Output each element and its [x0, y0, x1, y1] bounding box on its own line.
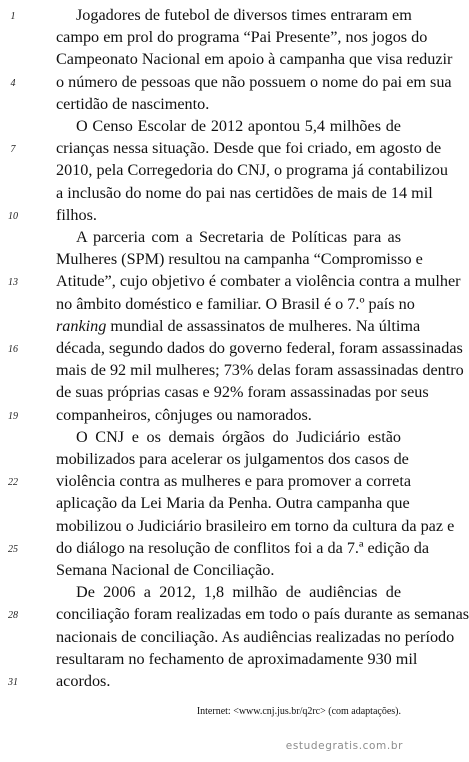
text-line-13: Atitude”, cujo objetivo é combater a violência contra a mulher [56, 272, 461, 291]
text-line-7: crianças nessa situação. Desde que foi criado, em agosto de [56, 139, 442, 158]
text-line-2: campo em prol do programa “Pai Presente”, nos jogos do [56, 28, 428, 47]
text-line-4: o número de pessoas que não possuem o nome do pai em sua [56, 72, 452, 91]
text-line-1: Jogadores de futebol de diversos times entraram em [76, 6, 412, 24]
text-line-27: De 2006 a 2012, 1,8 milhão de audiências de [76, 583, 401, 602]
watermark: estudegratis.com.br [285, 740, 403, 752]
line-number-4: 4 [10, 77, 16, 89]
line-number-1: 1 [10, 11, 16, 22]
text-line-21: mobilizados para acelerar os julgamentos dos casos de [56, 450, 409, 468]
text-line-30: resultaram no fechamento de aproximadamente 930 mil [56, 649, 418, 668]
text-line-29: nacionais de conciliação. As audiências realizadas no período [56, 627, 455, 646]
text-line-18: de suas próprias casas e 92% foram assassinadas por seus [56, 383, 429, 402]
text-line-8: 2010, pela Corregedoria do CNJ, o programa já contabilizou [56, 161, 448, 180]
text-line-14: no âmbito doméstico e familiar. O Brasil é o 7.º país no [56, 294, 415, 313]
text-line-31: acordos. [56, 672, 111, 690]
line-number-19: 19 [8, 410, 18, 422]
text-line-28: conciliação foram realizadas em todo o país durante as semanas [56, 605, 469, 624]
text-line-22: violência contra as mulheres e para promover a correta [56, 472, 412, 491]
source-citation: Internet: <www.cnj.jus.br/q2rc> (com adaptações). [196, 706, 401, 717]
text-line-11: A parceria com a Secretaria de Políticas para as [76, 228, 401, 246]
text-line-3: Campeonato Nacional em apoio à campanha que visa reduzir [56, 50, 453, 69]
line-number-28: 28 [8, 610, 18, 622]
line-number-22: 22 [8, 477, 18, 489]
line-number-13: 13 [8, 277, 18, 289]
text-line-23: aplicação da Lei Maria da Penha. Outra campanha que [56, 494, 410, 513]
text-line-5: certidão de nascimento. [56, 94, 210, 113]
line-number-16: 16 [8, 344, 18, 355]
line-number-31: 31 [8, 677, 18, 688]
text-line-15: ranking mundial de assassinatos de mulheres. Na última [56, 316, 421, 335]
text-line-20: O CNJ e os demais órgãos do Judiciário estão [76, 427, 401, 446]
text-line-9: a inclusão do nome do pai nas certidões de mais de 14 mil [56, 183, 433, 202]
text-line-16: década, segundo dados do governo federal, foram assassinadas [56, 339, 463, 357]
text-line-6: O Censo Escolar de 2012 apontou 5,4 milhões de [76, 117, 401, 135]
text-line-26: Semana Nacional de Conciliação. [56, 561, 275, 579]
line-number-10: 10 [8, 210, 18, 222]
text-line-12: Mulheres (SPM) resultou na campanha “Compromisso e [56, 250, 423, 269]
text-line-25: do diálogo na resolução de conflitos foi a da 7.ª edição da [56, 538, 430, 557]
text-line-19: companheiros, cônjuges ou namorados. [56, 405, 312, 424]
text-line-17: mais de 92 mil mulheres; 73% delas foram assassinadas dentro [56, 361, 464, 380]
text-line-24: mobilizou o Judiciário brasileiro em torno da cultura da paz e [56, 516, 455, 535]
line-number-25: 25 [8, 543, 18, 555]
text-line-10: filhos. [56, 205, 97, 224]
line-number-7: 7 [10, 144, 16, 156]
